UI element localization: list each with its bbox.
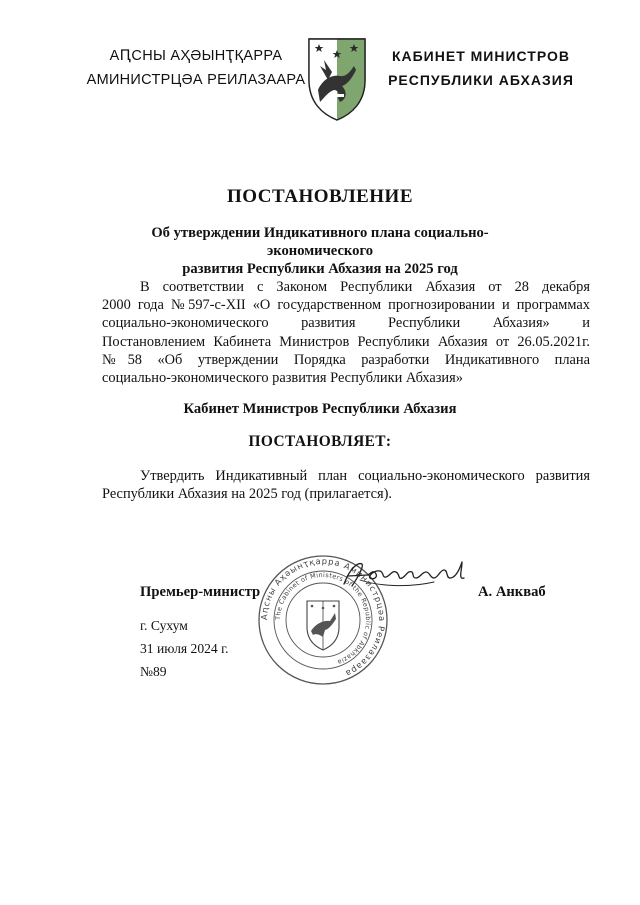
subtitle-line-2: развития Республики Абхазия на 2025 год [182,261,458,277]
header-russian-title [378,44,584,92]
preamble-line: социально-экономического развития Республики Абхазия» [102,370,463,387]
header-russian-line2: РЕСПУБЛИКИ АБХАЗИЯ [388,72,574,88]
resolution-line: Республики Абхазия на 2025 год (прилагается). [102,486,393,503]
seal-outer-text: Аԥсны Аҳәынҭқарра Аминистрцәа Реилазаара [258,555,388,680]
subtitle-line-1: Об утверждении Индикативного плана социально-экономического [151,225,489,259]
document-title: ПОСТАНОВЛЕНИЕ [226,186,414,207]
handwritten-signature-icon [338,558,474,592]
issue-city: г. Сухум [140,618,188,633]
document-subtitle [100,224,540,278]
signatory-name: А. Анкваб [478,584,546,600]
preamble-line: №58 «Об утверждении Порядка разработки Индикативного плана [102,351,590,368]
preamble-line: социально-экономического развития Республики Абхазия» и [102,315,590,332]
document-number: №89 [140,664,167,679]
resolution-paragraph [102,467,590,503]
decrees-heading: ПОСТАНОВЛЯЕТ: [248,433,392,450]
preamble-line: В соответствии с Законом Республики Абхазия от 28 декабря [140,279,590,295]
cabinet-heading: Кабинет Министров Республики Абхазия [183,401,457,417]
signatory-role: Премьер-министр [140,584,261,600]
header-abkhaz-line1: АԤСНЫ АҲӘЫНҬҚАРРА [109,48,283,64]
header-russian-line1: КАБИНЕТ МИНИСТРОВ [391,48,571,64]
preamble-paragraph [102,278,590,387]
preamble-line: 2000 года №597-с-XII «О государственном прогнозировании и программах [102,297,590,314]
header-abkhaz-title [86,44,306,92]
resolution-line: Утвердить Индикативный план социально-экономического развития [140,468,590,484]
header-abkhaz-line2: АМИНИСТРЦӘА РЕИЛАЗААРА [86,72,306,88]
issue-date: 31 июля 2024 г. [140,641,229,656]
preamble-line: Постановлением Кабинета Министров Республики Абхазия от 26.05.2021г. [102,333,590,350]
state-emblem-icon [306,36,368,122]
seal-inner-text: The Cabinet of Ministers of the Republic of Abkhazia [273,570,373,667]
